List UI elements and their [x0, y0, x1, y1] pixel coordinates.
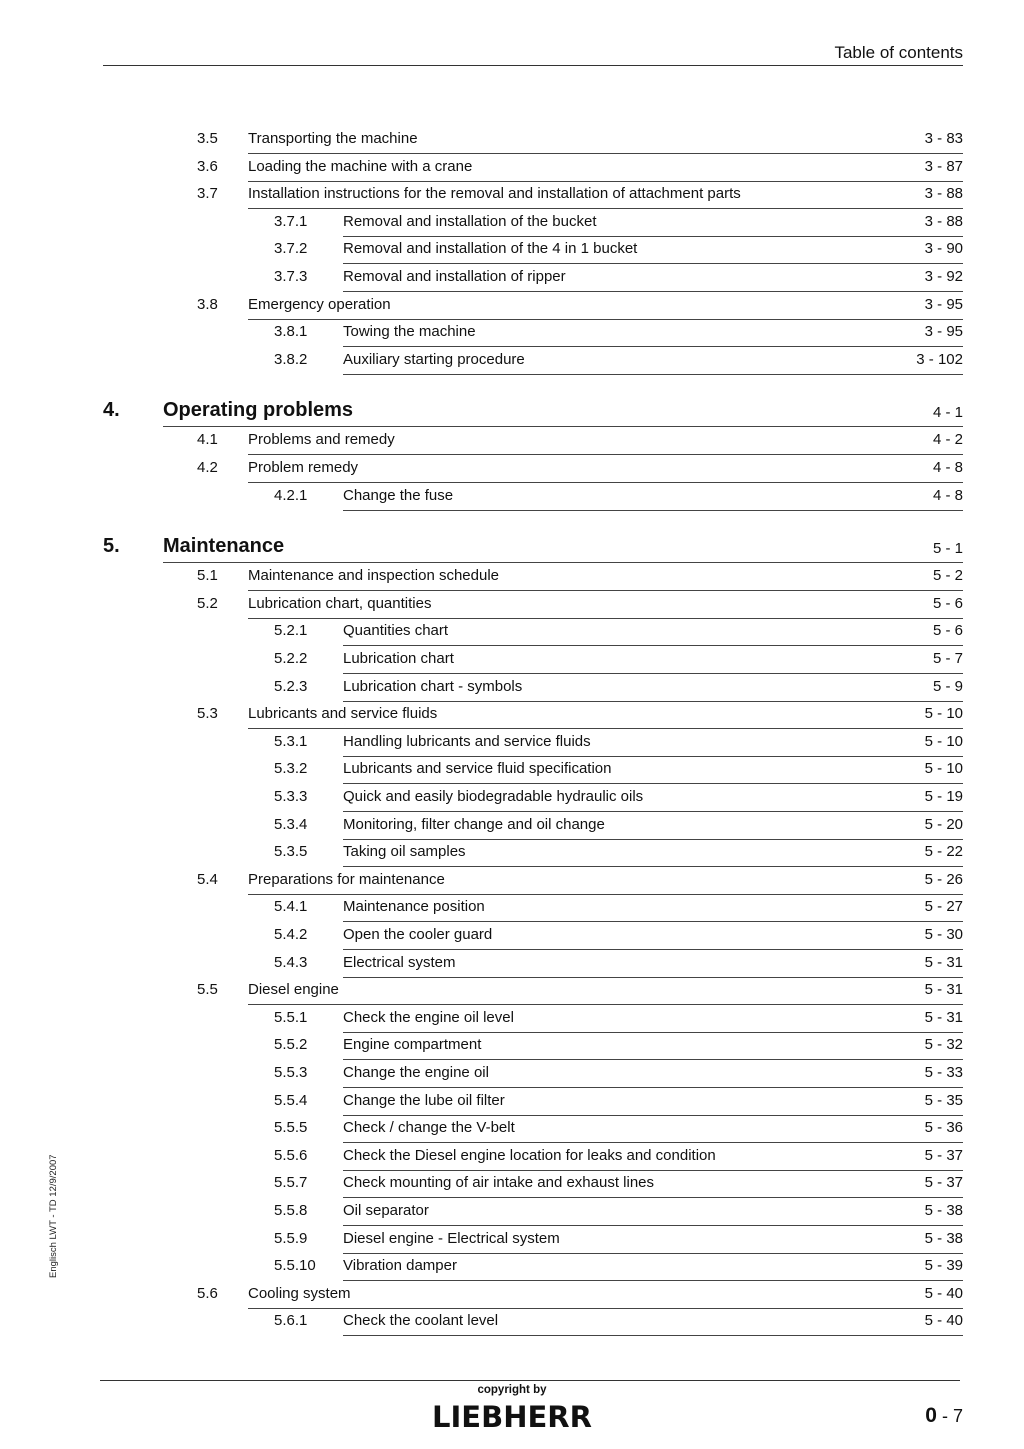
- toc-entry-page: 5 - 30: [924, 926, 963, 943]
- toc-entry-line: [163, 396, 963, 427]
- toc-entry-page: 5 - 27: [924, 898, 963, 916]
- toc-entry-number: 3.7.3: [274, 268, 308, 285]
- toc-entry-title: Cooling system: [248, 1284, 351, 1302]
- copyright-label: copyright by: [477, 1384, 547, 1396]
- liebherr-logo: LIEBHERR: [432, 1400, 592, 1434]
- toc-entry-title: Problem remedy: [248, 459, 359, 476]
- toc-entry-page: 3 - 95: [924, 323, 963, 341]
- toc-entry-number: 5.3: [197, 705, 218, 723]
- toc-entry-title: Check mounting of air intake and exhaust lines: [343, 1174, 655, 1192]
- toc-entry-line: [248, 181, 963, 209]
- toc-entry-title: Problems and remedy: [248, 431, 395, 449]
- toc-entry-page: 5 - 10: [924, 732, 963, 750]
- toc-entry-line: [248, 126, 963, 154]
- toc-entry-number: 5.6.1: [274, 1312, 308, 1330]
- toc-entry-title: Transporting the machine: [248, 130, 418, 147]
- toc-entry-line: [248, 701, 963, 729]
- toc-entry-number: 5.5.3: [274, 1064, 308, 1081]
- toc-entry-number: 5.5.4: [274, 1091, 308, 1109]
- toc-entry-title: Lubrication chart - symbols: [343, 677, 523, 695]
- toc-entry-line: [343, 1088, 963, 1116]
- toc-entry-number: 5.4.3: [274, 953, 308, 971]
- header-rule: [103, 65, 963, 66]
- toc-entry-title: Lubricants and service fluids: [248, 705, 438, 723]
- toc-entry-title: Vibration damper: [343, 1257, 457, 1275]
- toc-entry-page: 5 - 31: [924, 981, 963, 999]
- toc-entry-line: [343, 646, 963, 674]
- toc-entry-title: Check the coolant level: [343, 1312, 499, 1330]
- toc-entry[interactable]: [0, 292, 963, 320]
- toc-entry-line: [343, 1005, 963, 1033]
- toc-entry[interactable]: [0, 1198, 963, 1226]
- toc-entry[interactable]: [0, 1005, 963, 1033]
- toc-entry-page: 5 - 6: [932, 594, 963, 612]
- toc-entry-title: Change the engine oil: [343, 1064, 489, 1081]
- toc-entry-title: Auxiliary starting procedure: [343, 350, 525, 368]
- toc-entry[interactable]: [0, 1143, 963, 1171]
- toc-entry-line: [343, 729, 963, 757]
- toc-entry-title: Maintenance: [163, 535, 285, 558]
- toc-entry-number: 5.: [103, 535, 120, 558]
- toc-entry-title: Change the fuse: [343, 486, 454, 504]
- toc-entry[interactable]: [0, 646, 963, 674]
- toc-entry-number: 3.7.2: [274, 240, 308, 258]
- toc-entry[interactable]: [0, 729, 963, 757]
- toc-entry-number: 3.5: [197, 130, 218, 147]
- toc-entry-page: 5 - 22: [924, 843, 963, 861]
- toc-entry-page: 5 - 19: [924, 788, 963, 805]
- toc-entry[interactable]: [0, 236, 963, 264]
- toc-chapter[interactable]: [0, 532, 963, 563]
- toc-entry-page: 5 - 1: [932, 540, 963, 558]
- toc-entry-number: 3.7.1: [274, 212, 308, 230]
- toc-entry-page: 5 - 31: [924, 953, 963, 971]
- toc-entry-line: [343, 812, 963, 840]
- toc-entry-title: Preparations for maintenance: [248, 870, 445, 888]
- toc-entry-number: 3.6: [197, 157, 218, 175]
- page-number: [925, 1404, 963, 1428]
- toc-entry-line: [343, 894, 963, 922]
- toc-entry-title: Check the engine oil level: [343, 1008, 514, 1026]
- toc-entry-page: 4 - 2: [932, 431, 963, 449]
- toc-entry[interactable]: [0, 1032, 963, 1060]
- toc-entry-title: Handling lubricants and service fluids: [343, 732, 591, 750]
- toc-entry-page: 3 - 92: [924, 268, 963, 285]
- toc-entry-page: 5 - 37: [924, 1174, 963, 1192]
- toc-entry-line: [343, 674, 963, 702]
- toc-entry-line: [343, 784, 963, 812]
- toc-entry[interactable]: [0, 867, 963, 895]
- toc-entry[interactable]: [0, 1226, 963, 1254]
- toc-entry-title: Lubricants and service fluid specification: [343, 760, 612, 778]
- toc-entry-number: 5.5.2: [274, 1036, 308, 1054]
- toc-entry-number: 3.8.1: [274, 323, 308, 341]
- toc-entry-title: Quantities chart: [343, 622, 449, 640]
- toc-entry-page: 5 - 38: [924, 1229, 963, 1247]
- toc-entry-title: Taking oil samples: [343, 843, 466, 861]
- toc-entry-number: 5.1: [197, 567, 218, 585]
- toc-entry[interactable]: [0, 347, 963, 375]
- toc-entry-page: 3 - 83: [924, 130, 963, 147]
- toc-entry-number: 5.5.9: [274, 1229, 308, 1247]
- toc-entry[interactable]: [0, 181, 963, 209]
- toc-entry[interactable]: [0, 1088, 963, 1116]
- toc-entry-title: Lubrication chart, quantities: [248, 594, 432, 612]
- toc-entry-page: 5 - 35: [924, 1091, 963, 1109]
- toc-entry-number: 4.1: [197, 431, 218, 449]
- toc-entry[interactable]: [0, 591, 963, 619]
- toc-entry-number: 4.2.1: [274, 486, 308, 504]
- toc-entry-number: 5.2.1: [274, 622, 308, 640]
- toc-entry-title: Removal and installation of ripper: [343, 268, 566, 285]
- toc-entry-line: [248, 591, 963, 619]
- toc-entry-page: 4 - 1: [932, 404, 963, 422]
- toc-entry-number: 5.2.3: [274, 677, 308, 695]
- toc-entry[interactable]: [0, 839, 963, 867]
- toc-entry-title: Quick and easily biodegradable hydraulic oils: [343, 788, 644, 805]
- toc-entry-page: 5 - 7: [932, 650, 963, 667]
- toc-entry-number: 5.5.6: [274, 1146, 308, 1164]
- toc-entry-page: 5 - 39: [924, 1257, 963, 1275]
- toc-entry-page: 5 - 33: [924, 1064, 963, 1081]
- toc-entry-page: 5 - 40: [924, 1312, 963, 1330]
- toc-entry-line: [343, 236, 963, 264]
- toc-entry[interactable]: [0, 209, 963, 237]
- toc-entry[interactable]: [0, 756, 963, 784]
- toc-entry-page: 3 - 87: [924, 157, 963, 175]
- toc-entry-title: Lubrication chart: [343, 650, 454, 667]
- toc-entry-title: Removal and installation of the bucket: [343, 212, 597, 230]
- toc-entry[interactable]: [0, 701, 963, 729]
- toc-entry[interactable]: [0, 427, 963, 455]
- toc-entry-page: 5 - 31: [924, 1008, 963, 1026]
- toc-entry-page: 5 - 40: [924, 1284, 963, 1302]
- toc-entry-line: [343, 483, 963, 511]
- toc-entry[interactable]: [0, 894, 963, 922]
- page-header-title: Table of contents: [834, 43, 963, 62]
- toc-entry-number: 5.5.5: [274, 1119, 308, 1137]
- toc-entry-line: [343, 1143, 963, 1171]
- toc-entry-line: [343, 1253, 963, 1281]
- toc-entry-page: 4 - 8: [932, 459, 963, 476]
- toc-entry-page: 5 - 6: [932, 622, 963, 640]
- toc-entry-line: [248, 1281, 963, 1309]
- toc-entry-title: Check the Diesel engine location for leaks and condition: [343, 1146, 716, 1164]
- toc-entry-title: Open the cooler guard: [343, 926, 493, 943]
- toc-entry-page: 5 - 36: [924, 1119, 963, 1137]
- toc-entry[interactable]: [0, 784, 963, 812]
- toc-entry-number: 5.4: [197, 870, 218, 888]
- toc-entry-title: Oil separator: [343, 1202, 429, 1219]
- toc-entry[interactable]: [0, 455, 963, 483]
- toc-entry-line: [248, 455, 963, 483]
- toc-entry-number: 5.5.8: [274, 1202, 308, 1219]
- toc-entry-title: Diesel engine: [248, 981, 339, 999]
- footer-rule: [100, 1380, 960, 1381]
- toc-entry-number: 3.7: [197, 185, 218, 203]
- toc-entry-title: Change the lube oil filter: [343, 1091, 505, 1109]
- toc-entry-line: [248, 563, 963, 591]
- toc-entry-line: [343, 347, 963, 375]
- toc-chapter[interactable]: [0, 396, 963, 427]
- toc-entry-page: 5 - 32: [924, 1036, 963, 1054]
- toc-entry-line: [343, 839, 963, 867]
- toc-entry-line: [343, 1115, 963, 1143]
- toc-entry-number: 5.5.1: [274, 1008, 308, 1026]
- toc-entry-number: 5.5.10: [274, 1257, 316, 1275]
- toc-entry-number: 5.5: [197, 981, 218, 999]
- toc-entry-title: Maintenance and inspection schedule: [248, 567, 500, 585]
- toc-entry[interactable]: [0, 319, 963, 347]
- toc-entry-number: 5.3.1: [274, 732, 308, 750]
- toc-entry-line: [248, 977, 963, 1005]
- toc-entry-title: Loading the machine with a crane: [248, 157, 473, 175]
- toc-entry-line: [163, 532, 963, 563]
- toc-entry-number: 4.: [103, 399, 120, 422]
- toc-entry-number: 5.4.1: [274, 898, 308, 916]
- toc-entry-line: [343, 1226, 963, 1254]
- toc-entry[interactable]: [0, 483, 963, 511]
- toc-entry[interactable]: [0, 977, 963, 1005]
- toc-entry-number: 3.8.2: [274, 350, 308, 368]
- toc-entry-line: [343, 209, 963, 237]
- toc-entry[interactable]: [0, 1115, 963, 1143]
- toc-entry-page: 4 - 8: [932, 486, 963, 504]
- toc-entry-page: 5 - 20: [924, 815, 963, 833]
- toc-entry-number: 3.8: [197, 295, 218, 313]
- toc-entry-title: Diesel engine - Electrical system: [343, 1229, 560, 1247]
- toc-entry-number: 5.6: [197, 1284, 218, 1302]
- toc-entry-title: Emergency operation: [248, 295, 391, 313]
- toc-entry-page: 5 - 10: [924, 705, 963, 723]
- toc-entry-number: 5.3.2: [274, 760, 308, 778]
- toc-entry[interactable]: [0, 126, 963, 154]
- toc-entry-page: 5 - 38: [924, 1202, 963, 1219]
- toc-entry-page: 3 - 102: [916, 350, 963, 368]
- toc-entry[interactable]: [0, 812, 963, 840]
- toc-entry-page: 3 - 88: [924, 185, 963, 203]
- toc-entry-line: [343, 618, 963, 646]
- toc-entry-line: [343, 1170, 963, 1198]
- toc-entry-number: 5.4.2: [274, 926, 308, 943]
- toc-entry[interactable]: [0, 922, 963, 950]
- toc-entry-title: Engine compartment: [343, 1036, 482, 1054]
- toc-entry[interactable]: [0, 563, 963, 591]
- toc-entry[interactable]: [0, 950, 963, 978]
- toc-entry[interactable]: [0, 618, 963, 646]
- toc-entry-page: 5 - 26: [924, 870, 963, 888]
- toc-entry-number: 5.3.3: [274, 788, 308, 805]
- toc-entry-title: Removal and installation of the 4 in 1 bucket: [343, 240, 638, 258]
- side-note: Englisch LWT - TD 12/9/2007: [48, 1154, 59, 1278]
- toc-entry-page: 5 - 37: [924, 1146, 963, 1164]
- toc-entry-number: 5.3.4: [274, 815, 308, 833]
- page-number-chapter: 0: [925, 1404, 937, 1427]
- toc-entry-line: [343, 1198, 963, 1226]
- toc-entry-line: [248, 867, 963, 895]
- toc-entry-line: [343, 756, 963, 784]
- toc-entry[interactable]: [0, 1170, 963, 1198]
- toc-entry-number: 5.3.5: [274, 843, 308, 861]
- toc-entry-line: [343, 922, 963, 950]
- page-number-page: - 7: [936, 1406, 963, 1426]
- toc-entry-number: 5.2: [197, 594, 218, 612]
- toc-entry-number: 4.2: [197, 459, 218, 476]
- toc-entry-line: [248, 292, 963, 320]
- toc-entry-line: [343, 319, 963, 347]
- toc-entry-title: Installation instructions for the removal and installation of attachment parts: [248, 185, 741, 203]
- toc-entry[interactable]: [0, 674, 963, 702]
- toc-entry[interactable]: [0, 154, 963, 182]
- toc-entry-line: [343, 1060, 963, 1088]
- toc-entry-line: [248, 154, 963, 182]
- toc-entry-page: 3 - 90: [924, 240, 963, 258]
- toc-entry-title: Operating problems: [163, 399, 354, 422]
- toc-entry-title: Check / change the V-belt: [343, 1119, 515, 1137]
- toc-entry-line: [343, 1032, 963, 1060]
- toc-entry-page: 3 - 95: [924, 295, 963, 313]
- toc-entry-title: Electrical system: [343, 953, 456, 971]
- toc-entry-line: [248, 427, 963, 455]
- toc-entry-title: Towing the machine: [343, 323, 476, 341]
- toc-entry-line: [343, 1308, 963, 1336]
- toc-entry-line: [343, 950, 963, 978]
- toc-entry-page: 5 - 10: [924, 760, 963, 778]
- toc-entry-title: Monitoring, filter change and oil change: [343, 815, 605, 833]
- toc-entry-line: [343, 264, 963, 292]
- toc-entry-page: 5 - 9: [932, 677, 963, 695]
- toc-entry[interactable]: [0, 1281, 963, 1309]
- toc-entry[interactable]: [0, 1253, 963, 1281]
- toc-entry-number: 5.5.7: [274, 1174, 308, 1192]
- toc-entry[interactable]: [0, 264, 963, 292]
- toc-entry-number: 5.2.2: [274, 650, 308, 667]
- toc-entry-page: 3 - 88: [924, 212, 963, 230]
- toc-entry[interactable]: [0, 1060, 963, 1088]
- toc-entry[interactable]: [0, 1308, 963, 1336]
- toc-entry-title: Maintenance position: [343, 898, 485, 916]
- toc-entry-page: 5 - 2: [932, 567, 963, 585]
